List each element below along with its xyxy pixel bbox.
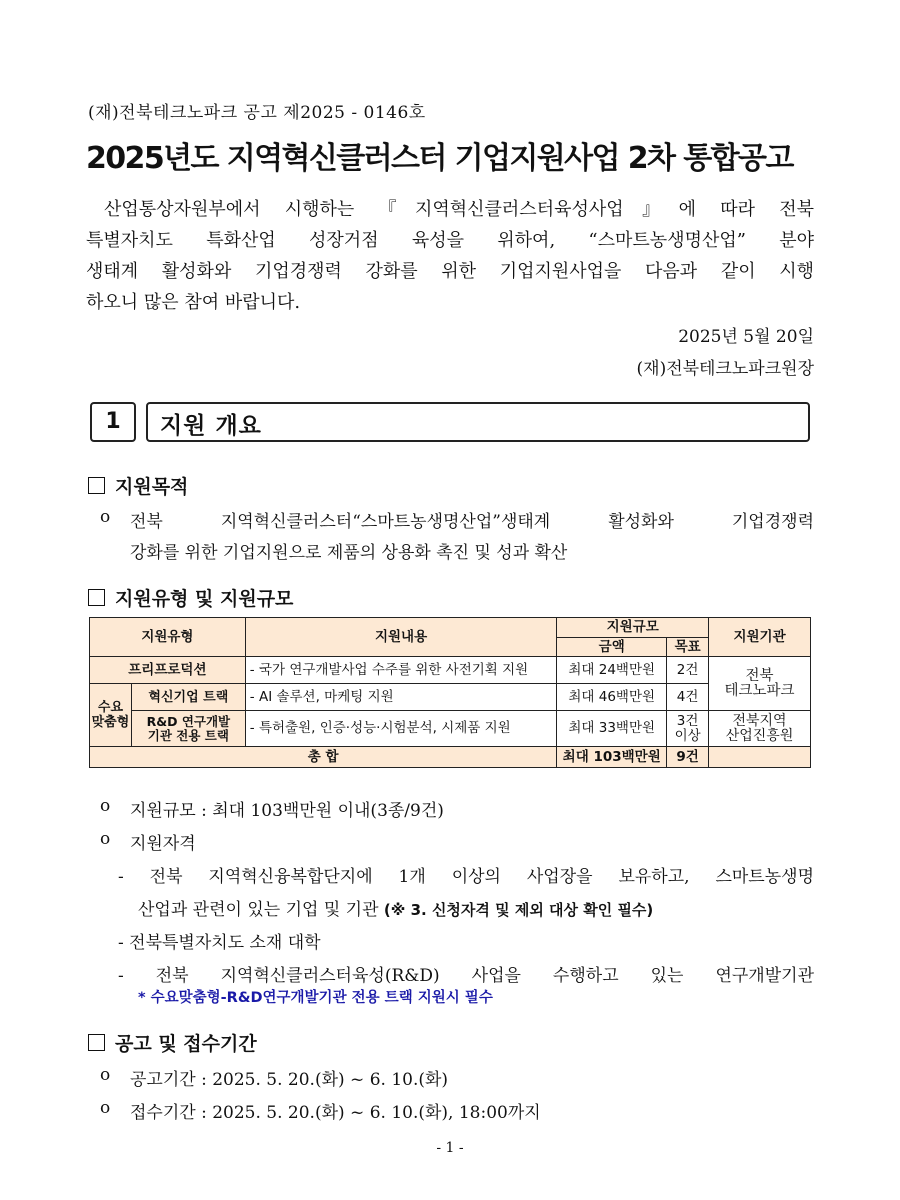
purpose-line: 강화를 위한 기업지원으로 제품의 상용화 촉진 및 성과 확산: [130, 543, 568, 563]
total-amount: 최대 103백만원: [557, 747, 667, 768]
total-target: 9건: [667, 747, 709, 768]
scale-line: 지원규모 : 최대 103백만원 이내(3종/9건): [130, 801, 444, 821]
bullet-icon: o: [100, 829, 111, 849]
intro-paragraph: [86, 194, 814, 318]
types-heading: [88, 584, 293, 611]
checkbox-square-icon: [88, 589, 105, 606]
types-heading-label: 지원유형 및 지원규모: [115, 588, 294, 610]
bullet-icon: o: [100, 1065, 111, 1085]
document-title: 2025년도 지역혁신클러스터 기업지원사업 2차 통합공고: [86, 141, 793, 176]
purpose-heading-label: 지원목적: [115, 476, 189, 498]
period-heading: [88, 1029, 257, 1056]
purpose-heading: [88, 472, 188, 499]
header-content: 지원내용: [245, 618, 556, 657]
row-target: 2건: [667, 657, 709, 684]
qualification-label: 지원자격: [130, 834, 196, 854]
row-category: 수요 맞춤형: [90, 684, 132, 747]
header-target: 목표: [667, 638, 709, 657]
row-content: - 특허출원, 인증·성능·시험분석, 시제품 지원: [245, 711, 556, 747]
row-type: 프리프로덕션: [90, 657, 246, 684]
intro-line: 특별자치도 특화산업 성장거점 육성을 위하여, “스마트농생명산업” 분야: [86, 230, 814, 251]
qualification-1-line2: [138, 895, 653, 920]
agency-cell: 전북지역 산업진흥원: [709, 711, 811, 747]
qualification-3-note: * 수요맞춤형-R&D연구개발기관 전용 트랙 지원시 필수: [138, 990, 493, 1006]
support-table: [89, 617, 811, 768]
total-empty: [709, 747, 811, 768]
section-title: 지원 개요: [160, 413, 262, 439]
qualification-3: - 전북 지역혁신클러스터육성(R&D) 사업을 수행하고 있는 연구개발기관: [118, 966, 814, 986]
header-agency: 지원기관: [709, 618, 811, 657]
agency-cell: 전북 테크노파크: [709, 657, 811, 711]
receipt-period: 접수기간 : 2025. 5. 20.(화) ~ 6. 10.(화), 18:00까지: [130, 1103, 541, 1123]
qualification-2: - 전북특별자치도 소재 대학: [118, 933, 321, 953]
purpose-line: 전북 지역혁신클러스터“스마트농생명산업”생태계 활성화와 기업경쟁력: [130, 512, 814, 532]
row-amount: 최대 46백만원: [557, 684, 667, 711]
bullet-icon: o: [100, 1098, 111, 1118]
header-amount: 금액: [557, 638, 667, 657]
row-amount: 최대 24백만원: [557, 657, 667, 684]
period-heading-label: 공고 및 접수기간: [115, 1033, 257, 1055]
checkbox-square-icon: [88, 1034, 105, 1051]
notice-number: (재)전북테크노파크 공고 제2025 - 0146호: [88, 103, 426, 123]
page-number: - 1 -: [436, 1140, 464, 1156]
intro-line: 생태계 활성화와 기업경쟁력 강화를 위한 기업지원사업을 다음과 같이 시행: [86, 261, 814, 282]
table-row: [90, 711, 811, 747]
header-scale: 지원규모: [557, 618, 709, 638]
checkbox-square-icon: [88, 477, 105, 494]
qualification-1-note: (※ 3. 신청자격 및 제외 대상 확인 필수): [383, 901, 654, 919]
row-content: - 국가 연구개발사업 수주를 위한 사전기획 지원: [245, 657, 556, 684]
row-target: 3건 이상: [667, 711, 709, 747]
total-label: 총 합: [90, 747, 557, 768]
notice-date: 2025년 5월 20일: [678, 327, 814, 347]
total-row: [90, 747, 811, 768]
bullet-icon: o: [100, 507, 111, 527]
table-row: [90, 657, 811, 684]
section-number: 1: [90, 402, 136, 442]
row-amount: 최대 33백만원: [557, 711, 667, 747]
row-type: 혁신기업 트랙: [131, 684, 245, 711]
notice-period: 공고기간 : 2025. 5. 20.(화) ~ 6. 10.(화): [130, 1070, 449, 1090]
signatory: (재)전북테크노파크원장: [636, 359, 814, 379]
intro-line: 산업통상자원부에서 시행하는 『지역혁신클러스터육성사업』에 따라 전북: [104, 199, 814, 220]
table-row: [90, 684, 811, 711]
header-type: 지원유형: [90, 618, 246, 657]
row-content: - AI 솔루션, 마케팅 지원: [245, 684, 556, 711]
qualification-1-text: 산업과 관련이 있는 기업 및 기관: [138, 900, 379, 920]
row-type: R&D 연구개발 기관 전용 트랙: [131, 711, 245, 747]
qualification-1-line1: - 전북 지역혁신융복합단지에 1개 이상의 사업장을 보유하고, 스마트농생명: [118, 867, 814, 887]
bullet-icon: o: [100, 796, 111, 816]
row-target: 4건: [667, 684, 709, 711]
intro-line: 하오니 많은 참여 바랍니다.: [86, 292, 301, 313]
